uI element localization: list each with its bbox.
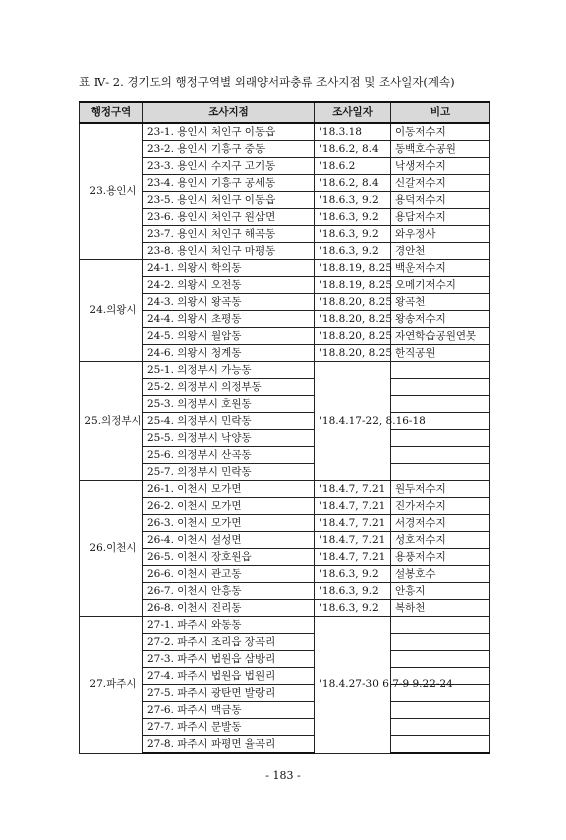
region-cell: 24.의왕시 <box>80 260 143 362</box>
site-cell: 27-5. 파주시 광탄면 발랑리 <box>143 685 315 702</box>
date-cell: '18.8.20, 8.25 <box>315 311 391 328</box>
header-date: 조사일자 <box>315 102 391 123</box>
date-cell: '18.6.2, 8.4 <box>315 141 391 158</box>
date-cell: '18.6.3, 9.2 <box>315 209 391 226</box>
note-cell: 용덕저수지 <box>391 192 490 209</box>
date-cell: '18.4.7, 7.21 <box>315 549 391 566</box>
site-cell: 27-6. 파주시 맥금동 <box>143 702 315 719</box>
site-cell: 24-5. 의왕시 월암동 <box>143 328 315 345</box>
table-row <box>80 260 490 277</box>
region-cell: 25.의정부시 <box>80 362 143 481</box>
note-cell: 진가저수지 <box>391 498 490 515</box>
note-cell: 와우정사 <box>391 226 490 243</box>
date-cell: '18.4.7, 7.21 <box>315 481 391 498</box>
site-cell: 23-8. 용인시 처인구 마평동 <box>143 243 315 260</box>
date-cell: '18.6.2, 8.4 <box>315 175 391 192</box>
site-cell: 27-7. 파주시 문발동 <box>143 719 315 736</box>
region-cell: 27.파주시 <box>80 617 143 754</box>
date-cell: '18.8.20, 8.25 <box>315 328 391 345</box>
site-cell: 23-7. 용인시 처인구 해곡동 <box>143 226 315 243</box>
site-cell: 25-3. 의정부시 호원동 <box>143 396 315 413</box>
note-cell <box>391 651 490 668</box>
site-cell: 24-3. 의왕시 왕곡동 <box>143 294 315 311</box>
note-cell <box>391 362 490 379</box>
site-cell: 26-6. 이천시 관고동 <box>143 566 315 583</box>
site-cell: 23-4. 용인시 기흥구 공세동 <box>143 175 315 192</box>
note-cell <box>391 430 490 447</box>
site-cell: 27-3. 파주시 법원읍 삼방리 <box>143 651 315 668</box>
site-cell: 25-2. 의정부시 의정부동 <box>143 379 315 396</box>
site-cell: 26-4. 이천시 설성면 <box>143 532 315 549</box>
table-row <box>80 617 490 634</box>
site-cell: 27-1. 파주시 와동동 <box>143 617 315 634</box>
note-cell: 복하천 <box>391 600 490 617</box>
note-cell <box>391 379 490 396</box>
site-cell: 27-4. 파주시 법원읍 법원리 <box>143 668 315 685</box>
table-caption: 표 Ⅳ- 2. 경기도의 행정구역별 외래양서파충류 조사지점 및 조사일자(계속) <box>79 75 455 89</box>
site-cell: 27-2. 파주시 조리읍 장곡리 <box>143 634 315 651</box>
site-cell: 25-5. 의정부시 낙양동 <box>143 430 315 447</box>
date-cell: '18.6.3, 9.2 <box>315 583 391 600</box>
site-cell: 23-2. 용인시 기흥구 중동 <box>143 141 315 158</box>
site-cell: 26-1. 이천시 모가면 <box>143 481 315 498</box>
header-note: 비고 <box>391 102 490 123</box>
note-cell <box>391 736 490 754</box>
table-row <box>80 481 490 498</box>
region-cell: 26.이천시 <box>80 481 143 617</box>
note-cell: 낙생저수지 <box>391 158 490 175</box>
note-cell: 용풍저수지 <box>391 549 490 566</box>
site-cell: 23-6. 용인시 처인구 원삼면 <box>143 209 315 226</box>
note-cell: 서경저수지 <box>391 515 490 532</box>
date-cell: '18.6.2 <box>315 158 391 175</box>
table-row <box>80 123 490 141</box>
note-cell: 용담저수지 <box>391 209 490 226</box>
note-cell <box>391 447 490 464</box>
date-cell: '18.6.3, 9.2 <box>315 600 391 617</box>
site-cell: 23-5. 용인시 처인구 이동읍 <box>143 192 315 209</box>
date-cell: '18.8.19, 8.25 <box>315 277 391 294</box>
table-row <box>80 362 490 379</box>
date-cell: '18.8.19, 8.25 <box>315 260 391 277</box>
note-cell: 이동저수지 <box>391 123 490 141</box>
note-cell: 자연학습공원연못 <box>391 328 490 345</box>
site-cell: 26-8. 이천시 진리동 <box>143 600 315 617</box>
site-cell: 26-2. 이천시 모가면 <box>143 498 315 515</box>
note-cell: 성호저수지 <box>391 532 490 549</box>
date-cell: '18.3.18 <box>315 123 391 141</box>
date-cell: '18.8.20, 8.25 <box>315 345 391 362</box>
note-cell: 신갈저수지 <box>391 175 490 192</box>
site-cell: 25-7. 의정부시 민락동 <box>143 464 315 481</box>
date-cell: '18.4.7, 7.21 <box>315 532 391 549</box>
note-cell: 동백호수공원 <box>391 141 490 158</box>
note-cell: 설봉호수 <box>391 566 490 583</box>
header-region: 행정구역 <box>80 102 143 123</box>
note-cell <box>391 719 490 736</box>
header-site: 조사지점 <box>143 102 315 123</box>
site-cell: 23-3. 용인시 수지구 고기동 <box>143 158 315 175</box>
site-cell: 24-6. 의왕시 청계동 <box>143 345 315 362</box>
date-cell: '18.6.3, 9.2 <box>315 192 391 209</box>
site-cell: 26-7. 이천시 안흥동 <box>143 583 315 600</box>
merged-date-cell: '18.4.27-30 6.7-9 9.22-24 <box>315 617 391 754</box>
date-cell: '18.4.7, 7.21 <box>315 515 391 532</box>
note-cell <box>391 396 490 413</box>
site-cell: 24-2. 의왕시 오전동 <box>143 277 315 294</box>
header-row <box>80 102 490 123</box>
site-cell: 27-8. 파주시 파평면 율곡리 <box>143 736 315 754</box>
site-cell: 25-6. 의정부시 산곡동 <box>143 447 315 464</box>
note-cell: 한직공원 <box>391 345 490 362</box>
note-cell <box>391 617 490 634</box>
note-cell: 안흥지 <box>391 583 490 600</box>
note-cell <box>391 634 490 651</box>
note-cell: 오메기저수지 <box>391 277 490 294</box>
note-cell: 왕곡천 <box>391 294 490 311</box>
note-cell <box>391 464 490 481</box>
date-cell: '18.8.20, 8.25 <box>315 294 391 311</box>
table-body <box>80 123 490 753</box>
site-cell: 24-1. 의왕시 학의동 <box>143 260 315 277</box>
note-cell: 경안천 <box>391 243 490 260</box>
site-cell: 24-4. 의왕시 초평동 <box>143 311 315 328</box>
date-cell: '18.4.7, 7.21 <box>315 498 391 515</box>
date-cell: '18.6.3, 9.2 <box>315 566 391 583</box>
site-cell: 25-4. 의정부시 민락동 <box>143 413 315 430</box>
note-cell <box>391 702 490 719</box>
survey-table <box>79 101 490 754</box>
site-cell: 25-1. 의정부시 가능동 <box>143 362 315 379</box>
site-cell: 23-1. 용인시 처인구 이동읍 <box>143 123 315 141</box>
date-cell: '18.6.3, 9.2 <box>315 243 391 260</box>
note-cell: 원두저수지 <box>391 481 490 498</box>
site-cell: 26-5. 이천시 장호원읍 <box>143 549 315 566</box>
note-cell: 백운저수지 <box>391 260 490 277</box>
page-number: - 183 - <box>265 769 301 782</box>
region-cell: 23.용인시 <box>80 123 143 260</box>
date-cell: '18.6.3, 9.2 <box>315 226 391 243</box>
merged-date-cell: '18.4.17-22, 8.16-18 <box>315 362 391 481</box>
note-cell: 왕송저수지 <box>391 311 490 328</box>
site-cell: 26-3. 이천시 모가면 <box>143 515 315 532</box>
